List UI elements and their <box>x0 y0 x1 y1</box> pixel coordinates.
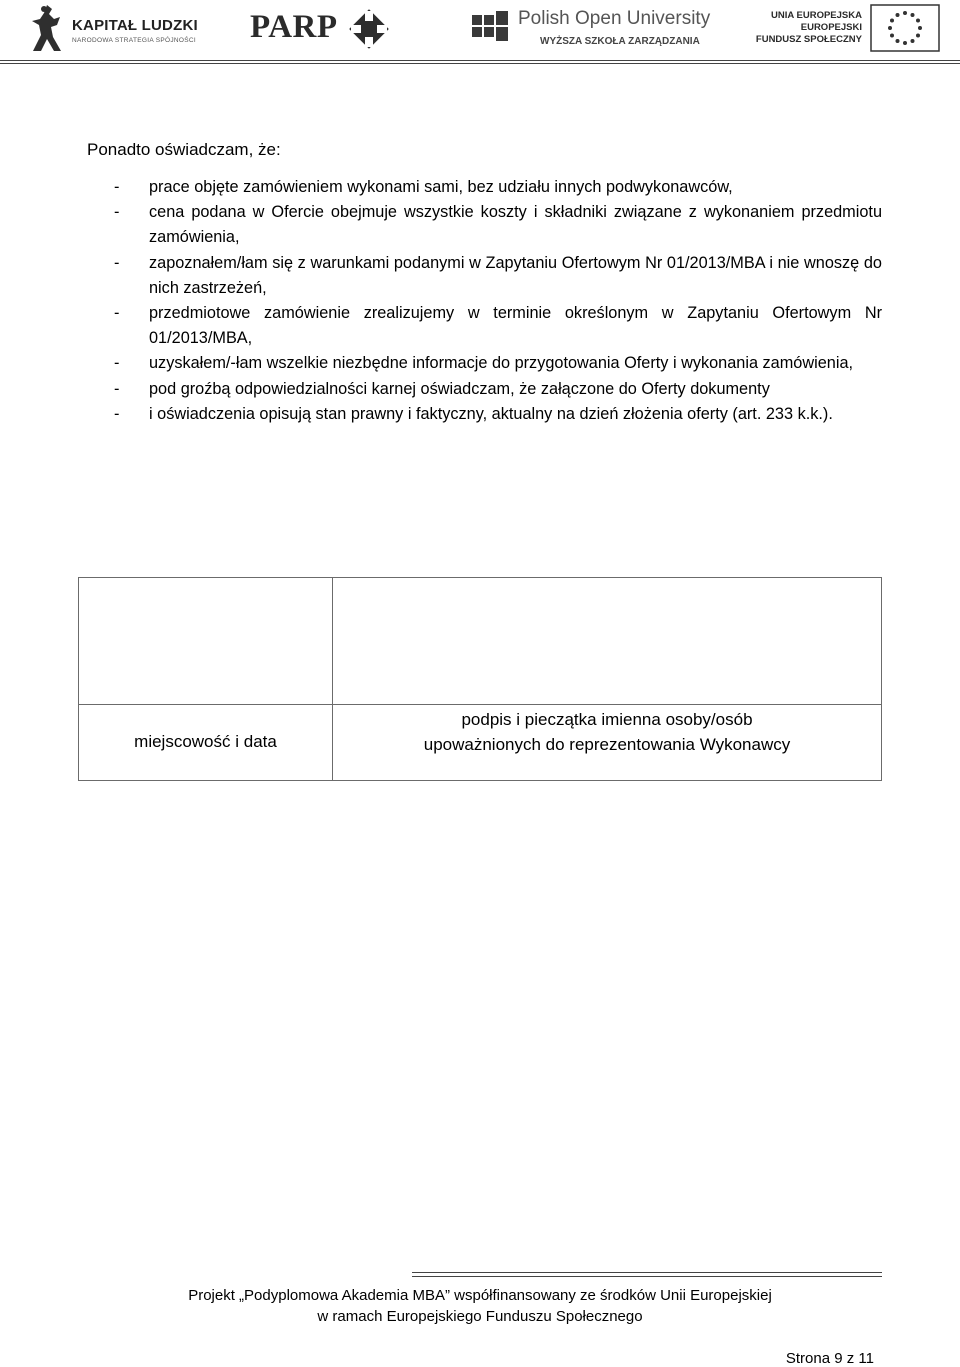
pou-subtitle: WYŻSZA SZKOŁA ZARZĄDZANIA <box>540 36 700 47</box>
pou-title: Polish Open University <box>518 8 711 29</box>
footer-project-text: Projekt „Podyplomowa Akademia MBA” współfinansowany ze środków Unii Europejskiej <box>188 1287 772 1304</box>
footer-divider-secondary <box>412 1276 882 1277</box>
page-number: Strona 9 z 11 <box>785 1350 874 1367</box>
list-dash: - <box>114 379 120 398</box>
list-item <box>114 175 882 200</box>
signature-label-line2: upoważnionych do reprezentowania Wykonawcy <box>423 735 791 754</box>
list-item <box>114 200 882 250</box>
eu-social-fund-logo <box>755 4 940 54</box>
parp-logo <box>250 6 395 52</box>
eu-text <box>756 10 862 46</box>
page-header <box>0 0 960 62</box>
kapital-ludzki-figure-icon <box>30 3 64 55</box>
eu-flag-icon <box>870 4 940 52</box>
list-dash: - <box>114 203 120 222</box>
eu-text-line3: FUNDUSZ SPOŁECZNY <box>755 34 862 45</box>
parp-mark-icon <box>346 6 392 52</box>
list-item <box>114 251 882 301</box>
list-dash: - <box>114 178 120 196</box>
list-item-text: cena podana w Ofercie obejmuje wszystkie koszty i składniki związane z wykonaniem przedmiotu zamówienia, <box>149 203 882 247</box>
list-dash: - <box>114 304 120 323</box>
kapital-ludzki-title: KAPITAŁ LUDZKI <box>72 17 198 34</box>
parp-title: PARP <box>250 9 338 45</box>
signature-label <box>333 707 881 757</box>
list-dash: - <box>114 354 120 373</box>
header-divider <box>0 60 960 61</box>
eu-text-line2: EUROPEJSKI <box>800 22 862 33</box>
list-item <box>114 351 882 376</box>
place-and-date-label: miejscowość i data <box>134 732 277 751</box>
kapital-ludzki-logo <box>30 3 210 55</box>
eu-text-line1: UNIA EUROPEJSKA <box>771 10 862 21</box>
list-dash: - <box>114 253 120 272</box>
list-item-text: przedmiotowe zamówienie zrealizujemy w terminie określonym w Zapytaniu Ofertowym Nr 01/2013/MBA, <box>149 304 882 348</box>
list-item-text: zapoznałem/łam się z warunkami podanymi w Zapytaniu Ofertowym Nr 01/2013/MBA i nie wnoszę do nich zastrzeżeń, <box>149 253 882 297</box>
intro-statement: Ponadto oświadczam, że: <box>87 140 281 159</box>
signature-label-line1: podpis i pieczątka imienna osoby/osób <box>461 710 753 729</box>
pou-blocks-icon <box>472 11 508 41</box>
list-dash: - <box>114 404 120 423</box>
declaration-list <box>114 175 882 427</box>
list-item-text: uzyskałem/-łam wszelkie niezbędne informacje do przygotowania Oferty i wykonania zamówienia, <box>149 354 854 373</box>
header-divider-secondary <box>0 63 960 64</box>
footer-fund-text: w ramach Europejskiego Funduszu Społecznego <box>317 1308 643 1325</box>
footer-divider <box>412 1272 882 1273</box>
polish-open-university-logo <box>472 6 717 50</box>
list-item-text: prace objęte zamówieniem wykonami sami, bez udziału innych podwykonawców, <box>149 178 733 196</box>
list-item-text: pod groźbą odpowiedzialności karnej oświadczam, że załączone do Oferty dokumenty <box>149 379 770 398</box>
signature-table-row-divider <box>79 704 881 705</box>
list-item <box>114 301 882 351</box>
kapital-ludzki-subtitle: NARODOWA STRATEGIA SPÓJNOŚCI <box>72 37 196 44</box>
list-item <box>114 402 882 427</box>
list-item <box>114 377 882 402</box>
list-item-text: i oświadczenia opisują stan prawny i faktyczny, aktualny na dzień złożenia oferty (art. 233 k.k.). <box>149 404 833 423</box>
signature-table <box>78 577 882 781</box>
